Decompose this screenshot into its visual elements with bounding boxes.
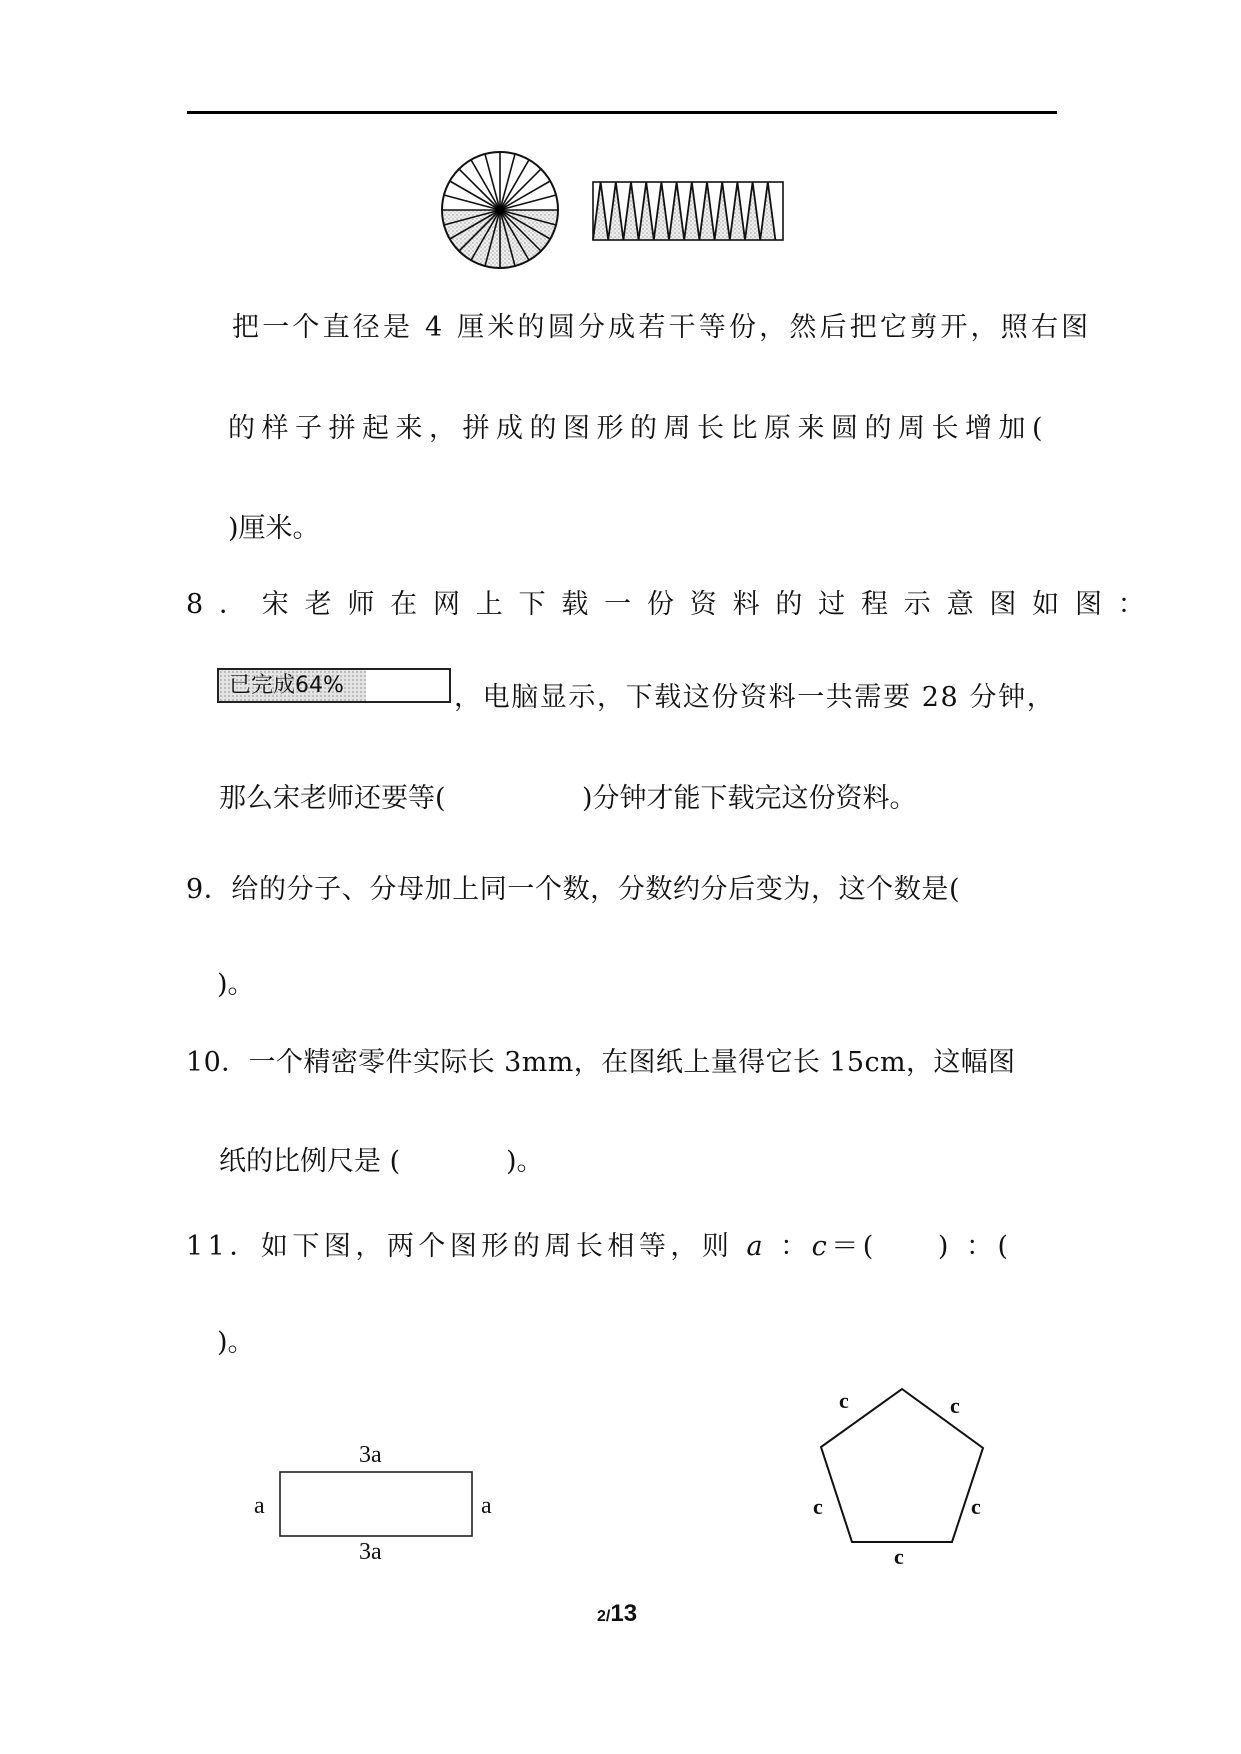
rectangle-shape (280, 1472, 472, 1536)
q7-line-3: )厘米。 (228, 513, 320, 544)
shaded-triangle (699, 182, 714, 240)
q10-line-2b: )。 (506, 1146, 544, 1177)
q8-line-3b: )分钟才能下载完这份资料。 (582, 783, 917, 814)
shaded-triangle (623, 182, 638, 240)
pentagon-side-label: c (894, 1544, 904, 1569)
pentagon-side-label: c (950, 1393, 960, 1418)
shaded-triangle (639, 182, 654, 240)
page-current: 2/ (597, 1608, 611, 1625)
page-total: 13 (610, 1600, 638, 1627)
shaded-triangle (760, 182, 775, 240)
q11-line-1 (186, 1230, 1012, 1264)
q7-line-2: 的样子拼起来，拼成的图形的周长比原来圆的周长增加( (228, 413, 1050, 444)
pentagon-side-label: c (839, 1388, 849, 1413)
progress-label: 已完成64% (229, 673, 344, 698)
shaded-triangle (608, 182, 623, 240)
q8-line-3a: 那么宋老师还要等( (219, 783, 446, 814)
shaded-triangle (684, 182, 699, 240)
circle-center (496, 206, 505, 215)
q11-var-c: c (811, 1231, 832, 1262)
shaded-triangle (745, 182, 760, 240)
shaded-triangle (715, 182, 730, 240)
header-rule (187, 111, 1057, 114)
q11-text-c: ) ：( (937, 1231, 1013, 1262)
rect-top-label: 3a (359, 1442, 382, 1468)
q10-line-1: 10．一个精密零件实际长 3mm，在图纸上量得它长 15cm，这幅图 (186, 1047, 1016, 1078)
q11-colon: ： (767, 1231, 812, 1262)
pentagon-side-label: c (813, 1494, 823, 1519)
shaded-triangle (730, 182, 745, 240)
rearranged-figure (590, 180, 786, 244)
q8-line-1: 8．宋老师在网上下载一份资料的过程示意图如图： (186, 589, 1161, 620)
q7-line-1: 把一个直径是 4 厘米的圆分成若干等份，然后把它剪开，照右图 (232, 312, 1092, 343)
q11-line-2: )。 (217, 1327, 255, 1358)
rect-bottom-label: 3a (359, 1539, 382, 1565)
rect-left-label: a (254, 1493, 265, 1519)
q11-var-a: a (746, 1231, 768, 1262)
pentagon-side-label: c (971, 1494, 981, 1519)
q11-text-b: ＝( (831, 1231, 878, 1262)
q8-line-2: ，电脑显示，下载这份资料一共需要 28 分钟， (454, 682, 1056, 713)
rect-right-label: a (481, 1493, 492, 1519)
q10-line-2a: 纸的比例尺是 ( (219, 1146, 401, 1177)
shaded-triangle (669, 182, 684, 240)
rectangle-figure (278, 1470, 474, 1538)
q9-line-2: )。 (217, 969, 255, 1000)
download-progress-bar (217, 668, 451, 703)
page-number (597, 1600, 637, 1628)
q11-text-a: 11．如下图，两个图形的周长相等，则 (186, 1231, 747, 1262)
shaded-triangle (654, 182, 669, 240)
shaded-triangle (593, 182, 608, 240)
q9-line-1: 9．给的分子、分母加上同一个数，分数约分后变为，这个数是( (186, 874, 961, 905)
circle-figure (436, 146, 564, 274)
